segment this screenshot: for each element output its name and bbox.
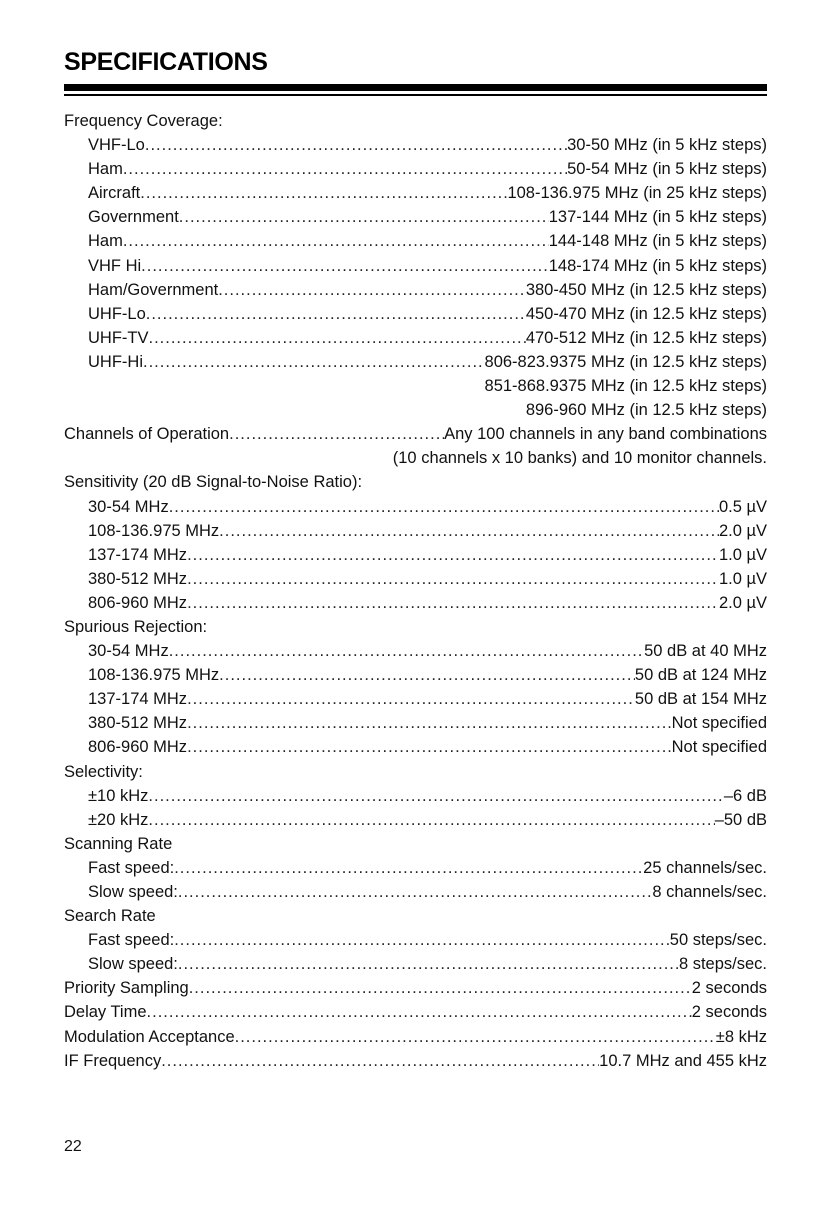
dot-leader	[178, 880, 652, 904]
scanning-rate-heading: Scanning Rate	[64, 834, 173, 853]
spec-value: 50 dB at 124 MHz	[634, 666, 767, 685]
dot-leader	[145, 133, 567, 157]
dot-leader	[140, 181, 507, 205]
dot-leader	[187, 711, 672, 735]
spec-row	[64, 735, 767, 759]
spec-value: Any 100 channels in any band combinations	[444, 425, 767, 444]
spec-row	[64, 711, 767, 735]
spec-value: Not specified	[671, 714, 767, 733]
dot-leader	[187, 591, 719, 615]
spec-label: Government	[88, 208, 179, 227]
dot-leader	[174, 856, 643, 880]
spec-value: 896-960 MHz (in 12.5 kHz steps)	[525, 401, 767, 420]
spec-label: Slow speed:	[88, 955, 178, 974]
spec-label: UHF-TV	[88, 328, 149, 347]
dot-leader	[219, 663, 635, 687]
spec-value: 30-50 MHz (in 5 kHz steps)	[567, 136, 767, 155]
dot-leader	[123, 157, 567, 181]
spurious-rejection-heading: Spurious Rejection:	[64, 617, 208, 636]
spec-row	[64, 278, 767, 302]
spec-value: 1.0 µV	[718, 569, 767, 588]
spec-value: 450-470 MHz (in 12.5 kHz steps)	[525, 304, 767, 323]
dot-leader	[174, 928, 670, 952]
spec-label: 137-174 MHz	[88, 690, 188, 709]
dot-leader	[187, 543, 719, 567]
page-title: SPECIFICATIONS	[64, 48, 268, 76]
spec-label: Aircraft	[88, 184, 141, 203]
dot-leader	[187, 687, 635, 711]
spec-label: Priority Sampling	[64, 979, 189, 998]
spec-row	[64, 519, 767, 543]
dot-leader	[161, 1049, 599, 1073]
spec-label: 806-960 MHz	[88, 738, 188, 757]
spec-value: 1.0 µV	[718, 545, 767, 564]
spec-value: 148-174 MHz (in 5 kHz steps)	[548, 256, 767, 275]
spec-value: 2 seconds	[691, 1003, 767, 1022]
spec-row	[64, 1049, 767, 1073]
spec-value: Not specified	[671, 738, 767, 757]
dot-leader	[169, 639, 644, 663]
spec-value: 0.5 µV	[718, 497, 767, 516]
dot-leader	[187, 735, 672, 759]
spec-row	[64, 567, 767, 591]
dot-leader	[148, 784, 723, 808]
spec-continuation	[64, 446, 767, 470]
spec-value: 380-450 MHz (in 12.5 kHz steps)	[525, 280, 767, 299]
spec-row	[64, 952, 767, 976]
spec-value: 806-823.9375 MHz (in 12.5 kHz steps)	[484, 352, 767, 371]
spec-label: ±20 kHz	[88, 810, 149, 829]
spec-row	[64, 350, 767, 374]
spec-label: 137-174 MHz	[88, 545, 188, 564]
spec-label: VHF Hi	[88, 256, 142, 275]
spec-label: Modulation Acceptance	[64, 1027, 235, 1046]
spec-value: 50-54 MHz (in 5 kHz steps)	[567, 160, 767, 179]
spec-value: 144-148 MHz (in 5 kHz steps)	[548, 232, 767, 251]
spec-label: 380-512 MHz	[88, 569, 188, 588]
spec-label: 806-960 MHz	[88, 593, 188, 612]
spec-label: 30-54 MHz	[88, 497, 169, 516]
spec-row	[64, 181, 767, 205]
page-number: 22	[64, 1138, 82, 1155]
dot-leader	[149, 326, 526, 350]
spec-label: Delay Time	[64, 1003, 147, 1022]
spec-row	[64, 1025, 767, 1049]
spec-row	[64, 543, 767, 567]
spec-label: Fast speed:	[88, 931, 175, 950]
dot-leader	[187, 567, 719, 591]
spec-value: 50 dB at 40 MHz	[644, 642, 767, 661]
spec-row	[64, 495, 767, 519]
spec-row	[64, 302, 767, 326]
spec-label: Channels of Operation	[64, 425, 230, 444]
spec-row	[64, 880, 767, 904]
spec-row	[64, 326, 767, 350]
spec-value: 8 steps/sec.	[678, 955, 767, 974]
spec-continuation	[64, 398, 767, 422]
dot-leader	[229, 422, 444, 446]
dot-leader	[189, 976, 692, 1000]
spec-value: 851-868.9375 MHz (in 12.5 kHz steps)	[484, 377, 767, 396]
spec-value: 470-512 MHz (in 12.5 kHz steps)	[525, 328, 767, 347]
spec-row	[64, 639, 767, 663]
spec-row	[64, 157, 767, 181]
spec-value: –6 dB	[723, 786, 767, 805]
dot-leader	[141, 254, 549, 278]
spec-value: 10.7 MHz and 455 kHz	[599, 1051, 767, 1070]
dot-leader	[235, 1025, 716, 1049]
spec-value: 108-136.975 MHz (in 25 kHz steps)	[507, 184, 767, 203]
spec-label: Fast speed:	[88, 858, 175, 877]
spec-label: Slow speed:	[88, 883, 178, 901]
spec-label: 380-512 MHz	[88, 714, 188, 733]
spec-row	[64, 229, 767, 253]
spec-value: (10 channels x 10 banks) and 10 monitor channels.	[392, 449, 767, 468]
spec-row	[64, 1000, 767, 1024]
spec-value: 25 channels/sec.	[643, 858, 767, 877]
spec-row	[64, 784, 767, 808]
spec-value: 8 channels/sec.	[652, 883, 767, 901]
spec-value: 2 seconds	[691, 979, 767, 998]
title-rule-thick	[64, 84, 767, 91]
spec-row	[64, 663, 767, 687]
spec-value: 50 dB at 154 MHz	[634, 690, 767, 709]
dot-leader	[179, 205, 549, 229]
search-rate-heading: Search Rate	[64, 907, 156, 926]
spec-label: Ham	[88, 232, 123, 251]
spec-row	[64, 422, 767, 446]
dot-leader	[148, 808, 714, 832]
dot-leader	[146, 302, 526, 326]
sensitivity-heading: Sensitivity (20 dB Signal-to-Noise Ratio):	[64, 473, 363, 492]
title-rule-thin	[64, 94, 767, 96]
spec-row	[64, 133, 767, 157]
spec-row	[64, 856, 767, 880]
spec-label: IF Frequency	[64, 1051, 162, 1070]
spec-label: UHF-Hi	[88, 352, 143, 371]
spec-value: 2.0 µV	[718, 521, 767, 540]
spec-label: Ham/Government	[88, 280, 219, 299]
dot-leader	[218, 278, 526, 302]
spec-label: Ham	[88, 160, 123, 179]
spec-value: 50 steps/sec.	[669, 931, 767, 950]
spec-row	[64, 205, 767, 229]
dot-leader	[169, 495, 719, 519]
specifications-list	[64, 109, 767, 1073]
selectivity-heading: Selectivity:	[64, 762, 143, 781]
spec-value: 137-144 MHz (in 5 kHz steps)	[548, 208, 767, 227]
spec-label: 108-136.975 MHz	[88, 666, 220, 685]
spec-label: 108-136.975 MHz	[88, 521, 220, 540]
dot-leader	[178, 952, 679, 976]
frequency-coverage-heading: Frequency Coverage:	[64, 112, 223, 130]
spec-value: 2.0 µV	[718, 593, 767, 612]
spec-row	[64, 254, 767, 278]
spec-row	[64, 591, 767, 615]
dot-leader	[147, 1000, 692, 1024]
spec-value: ±8 kHz	[715, 1027, 767, 1046]
dot-leader	[219, 519, 719, 543]
spec-value: –50 dB	[714, 810, 767, 829]
spec-row	[64, 808, 767, 832]
spec-label: 30-54 MHz	[88, 642, 169, 661]
spec-continuation	[64, 374, 767, 398]
dot-leader	[143, 350, 485, 374]
dot-leader	[123, 229, 549, 253]
spec-label: VHF-Lo	[88, 136, 145, 155]
spec-label: UHF-Lo	[88, 304, 146, 323]
spec-row	[64, 976, 767, 1000]
spec-label: ±10 kHz	[88, 786, 149, 805]
spec-row	[64, 928, 767, 952]
spec-row	[64, 687, 767, 711]
